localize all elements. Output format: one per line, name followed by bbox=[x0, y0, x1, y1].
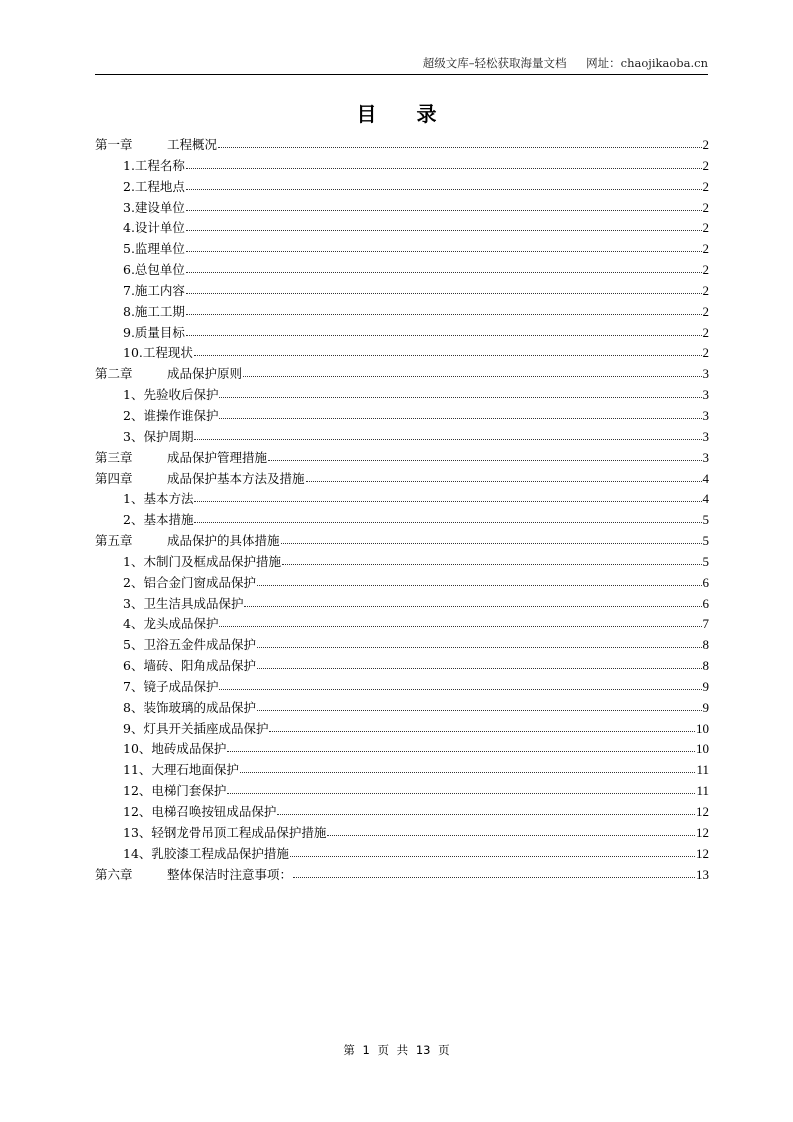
toc-section-entry[interactable] bbox=[95, 385, 709, 406]
toc-page-number: 12 bbox=[696, 824, 709, 840]
toc-dot-leader bbox=[186, 220, 702, 232]
toc-entry-label: 1.工程名称 bbox=[123, 157, 185, 173]
toc-dot-leader bbox=[257, 575, 702, 587]
toc-dot-leader bbox=[186, 179, 702, 191]
toc-page-number: 3 bbox=[702, 366, 709, 382]
toc-dot-leader bbox=[240, 762, 696, 774]
toc-page-number: 2 bbox=[702, 199, 709, 215]
toc-section-entry[interactable] bbox=[95, 781, 709, 802]
toc-page-number: 2 bbox=[702, 262, 709, 278]
toc-page-number: 2 bbox=[702, 345, 709, 361]
toc-section-entry[interactable] bbox=[95, 635, 709, 656]
toc-section-entry[interactable] bbox=[95, 323, 709, 344]
toc-page-number: 12 bbox=[696, 845, 709, 861]
toc-page-number: 9 bbox=[702, 678, 709, 694]
toc-page-number: 5 bbox=[702, 553, 709, 569]
toc-entry-label: 5.监理单位 bbox=[123, 241, 185, 257]
toc-dot-leader bbox=[186, 158, 702, 170]
toc-page-number: 2 bbox=[702, 157, 709, 173]
toc-page-number: 2 bbox=[702, 220, 709, 236]
toc-dot-leader bbox=[186, 200, 702, 212]
toc-dot-leader bbox=[327, 825, 695, 837]
toc-section-entry[interactable] bbox=[95, 510, 709, 531]
toc-page-number: 8 bbox=[702, 658, 709, 674]
toc-page-number: 9 bbox=[702, 699, 709, 715]
toc-page-number: 2 bbox=[702, 303, 709, 319]
toc-chapter-entry[interactable] bbox=[95, 865, 709, 886]
toc-entry-label: 9、灯具开关插座成品保护 bbox=[123, 720, 269, 736]
toc-page-number: 7 bbox=[702, 616, 709, 632]
toc-entry-label: 8.施工工期 bbox=[123, 303, 185, 319]
toc-entry-label: 成品保护管理措施 bbox=[167, 449, 268, 465]
toc-dot-leader bbox=[194, 491, 701, 503]
toc-section-entry[interactable] bbox=[95, 198, 709, 219]
toc-entry-label: 4.设计单位 bbox=[123, 220, 185, 236]
toc-page-number: 6 bbox=[702, 595, 709, 611]
toc-dot-leader bbox=[194, 345, 702, 357]
toc-dot-leader bbox=[194, 512, 701, 524]
toc-entry-label: 3、卫生洁具成品保护 bbox=[123, 595, 244, 611]
toc-section-entry[interactable] bbox=[95, 302, 709, 323]
toc-dot-leader bbox=[219, 408, 701, 420]
toc-entry-label: 1、先验收后保护 bbox=[123, 387, 219, 403]
toc-page-number: 4 bbox=[702, 470, 709, 486]
toc-entry-label: 7、镜子成品保护 bbox=[123, 678, 219, 694]
toc-dot-leader bbox=[257, 637, 702, 649]
toc-dot-leader bbox=[268, 450, 701, 462]
toc-section-entry[interactable] bbox=[95, 614, 709, 635]
toc-section-entry[interactable] bbox=[95, 698, 709, 719]
toc-entry-label: 12、电梯召唤按钮成品保护 bbox=[123, 804, 277, 819]
toc-page-number: 2 bbox=[702, 324, 709, 340]
toc-page-number: 3 bbox=[702, 449, 709, 465]
toc-dot-leader bbox=[219, 387, 701, 399]
toc-section-entry[interactable] bbox=[95, 656, 709, 677]
toc-page-number: 11 bbox=[696, 762, 709, 778]
toc-entry-label: 9.质量目标 bbox=[123, 324, 185, 340]
toc-entry-label: 2.工程地点 bbox=[123, 178, 185, 194]
toc-page-number: 3 bbox=[702, 428, 709, 444]
toc-page-number: 6 bbox=[702, 574, 709, 590]
toc-section-entry[interactable] bbox=[95, 739, 709, 760]
toc-chapter-entry[interactable] bbox=[95, 448, 709, 469]
toc-entry-label: 工程概况 bbox=[167, 137, 218, 152]
toc-entry-label: 成品保护基本方法及措施 bbox=[167, 470, 305, 486]
header-url: 网址：chaojikaoba.cn bbox=[586, 56, 708, 70]
toc-chapter-number: 第二章 bbox=[95, 366, 133, 382]
toc-dot-leader bbox=[290, 846, 695, 858]
toc-chapter-number: 第六章 bbox=[95, 866, 133, 882]
toc-entry-label: 成品保护原则 bbox=[167, 366, 243, 382]
toc-chapter-number: 第五章 bbox=[95, 533, 133, 549]
toc-section-entry[interactable] bbox=[95, 260, 709, 281]
toc-page-number: 4 bbox=[702, 491, 709, 507]
toc-page-number: 10 bbox=[696, 720, 709, 736]
toc-dot-leader bbox=[281, 533, 702, 545]
page-header bbox=[95, 55, 708, 75]
toc-entry-label: 14、乳胶漆工程成品保护措施 bbox=[123, 845, 289, 861]
toc-dot-leader bbox=[186, 241, 702, 253]
toc-dot-leader bbox=[306, 471, 702, 483]
toc-dot-leader bbox=[186, 283, 702, 295]
toc-dot-leader bbox=[282, 554, 702, 566]
toc-section-entry[interactable] bbox=[95, 573, 709, 594]
toc-title: 目录 bbox=[356, 102, 477, 126]
toc-chapter-number: 第四章 bbox=[95, 470, 133, 486]
toc-dot-leader bbox=[219, 679, 701, 691]
toc-chapter-entry[interactable] bbox=[95, 135, 709, 156]
toc-chapter-number: 第一章 bbox=[95, 137, 133, 152]
toc-section-entry[interactable] bbox=[95, 677, 709, 698]
toc-dot-leader bbox=[227, 741, 695, 753]
toc-page-number: 8 bbox=[702, 637, 709, 653]
toc-section-entry[interactable] bbox=[95, 594, 709, 615]
toc-dot-leader bbox=[257, 658, 702, 670]
toc-dot-leader bbox=[194, 429, 701, 441]
toc-page-number: 5 bbox=[702, 533, 709, 549]
toc-entry-label: 6.总包单位 bbox=[123, 262, 185, 278]
toc-page-number: 13 bbox=[696, 866, 709, 882]
toc-chapter-entry[interactable] bbox=[95, 531, 709, 552]
toc-section-entry[interactable] bbox=[95, 427, 709, 448]
toc-section-entry[interactable] bbox=[95, 823, 709, 844]
toc-page-number: 2 bbox=[702, 178, 709, 194]
toc-entry-label: 4、龙头成品保护 bbox=[123, 616, 219, 632]
toc-entry-label: 12、电梯门套保护 bbox=[123, 783, 227, 799]
toc-section-entry[interactable] bbox=[95, 156, 709, 177]
toc-page-number: 12 bbox=[696, 804, 709, 819]
toc-entry-label: 6、墙砖、阳角成品保护 bbox=[123, 658, 256, 674]
toc-section-entry[interactable] bbox=[95, 281, 709, 302]
toc-page-number: 3 bbox=[702, 387, 709, 403]
toc-dot-leader bbox=[244, 596, 701, 608]
toc-entry-label: 3.建设单位 bbox=[123, 199, 185, 215]
toc-entry-label: 2、铝合金门窗成品保护 bbox=[123, 574, 256, 590]
toc-section-entry[interactable] bbox=[95, 844, 709, 865]
toc-entry-label: 10、地砖成品保护 bbox=[123, 741, 227, 757]
toc-dot-leader bbox=[186, 262, 702, 274]
toc-page-number: 3 bbox=[702, 407, 709, 423]
toc-entry-label: 2、谁操作谁保护 bbox=[123, 407, 219, 423]
toc-section-entry[interactable] bbox=[95, 406, 709, 427]
toc-entry-label: 成品保护的具体措施 bbox=[167, 533, 280, 549]
toc-page-number: 5 bbox=[702, 512, 709, 528]
toc-entry-label: 3、保护周期 bbox=[123, 428, 194, 444]
toc-entry-label: 8、装饰玻璃的成品保护 bbox=[123, 699, 256, 715]
toc-dot-leader bbox=[269, 721, 695, 733]
toc-section-entry[interactable] bbox=[95, 719, 709, 740]
toc-chapter-entry[interactable] bbox=[95, 469, 709, 490]
toc-chapter-number: 第三章 bbox=[95, 449, 133, 465]
toc-page-number: 2 bbox=[702, 282, 709, 298]
page-footer: 第 1 页 共 13 页 bbox=[343, 1043, 450, 1057]
toc-dot-leader bbox=[218, 137, 701, 149]
toc-chapter-entry[interactable] bbox=[95, 364, 709, 385]
toc-dot-leader bbox=[243, 366, 701, 378]
toc-entry-label: 13、轻钢龙骨吊顶工程成品保护措施 bbox=[123, 824, 327, 840]
toc-dot-leader bbox=[186, 304, 702, 316]
toc-dot-leader bbox=[277, 804, 695, 816]
toc-section-entry[interactable] bbox=[95, 760, 709, 781]
toc-section-entry[interactable] bbox=[95, 802, 709, 823]
toc-entry-label: 2、基本措施 bbox=[123, 512, 194, 528]
toc-entry-label: 1、木制门及框成品保护措施 bbox=[123, 553, 281, 569]
toc-entry-label: 1、基本方法 bbox=[123, 491, 194, 507]
toc-dot-leader bbox=[257, 700, 702, 712]
toc-dot-leader bbox=[293, 867, 695, 879]
toc-section-entry[interactable] bbox=[95, 343, 709, 364]
toc-section-entry[interactable] bbox=[95, 239, 709, 260]
header-site-name: 超级文库–轻松获取海量文档 bbox=[422, 56, 567, 70]
toc-section-entry[interactable] bbox=[95, 177, 709, 198]
toc-dot-leader bbox=[186, 325, 702, 337]
toc-page-number: 11 bbox=[696, 783, 709, 799]
toc-entry-label: 11、大理石地面保护 bbox=[123, 762, 239, 778]
toc-section-entry[interactable] bbox=[95, 552, 709, 573]
toc-entry-label: 10.工程现状 bbox=[123, 345, 193, 361]
toc-page-number: 2 bbox=[702, 137, 709, 152]
toc-section-entry[interactable] bbox=[95, 489, 709, 510]
toc-entry-label: 7.施工内容 bbox=[123, 282, 185, 298]
toc-dot-leader bbox=[227, 783, 695, 795]
toc-section-entry[interactable] bbox=[95, 218, 709, 239]
toc-entry-label: 5、卫浴五金件成品保护 bbox=[123, 637, 256, 653]
toc-dot-leader bbox=[219, 616, 701, 628]
toc-page-number: 2 bbox=[702, 241, 709, 257]
toc-page-number: 10 bbox=[696, 741, 709, 757]
toc-entry-label: 整体保洁时注意事项： bbox=[167, 866, 293, 882]
table-of-contents bbox=[95, 135, 709, 885]
